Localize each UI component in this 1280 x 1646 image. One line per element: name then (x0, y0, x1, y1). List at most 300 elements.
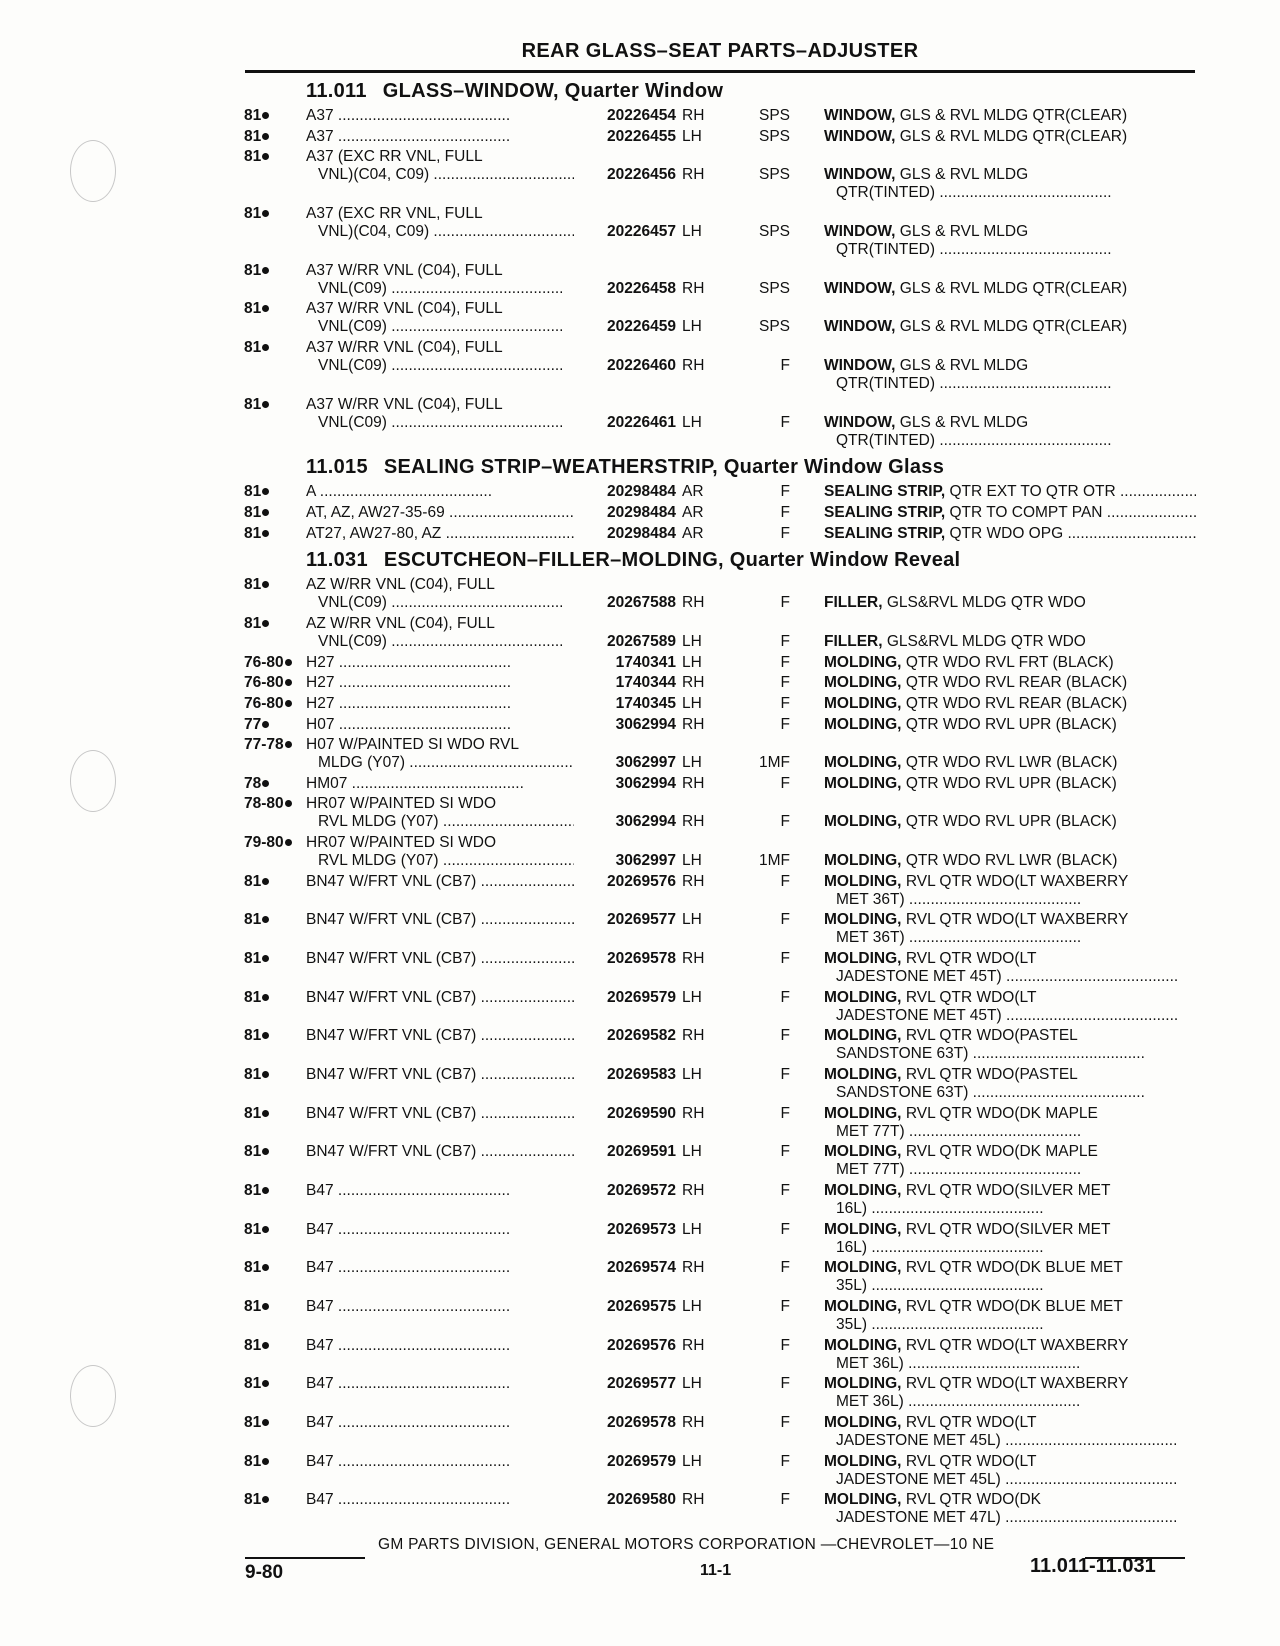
model-application (306, 396, 574, 432)
bullet-icon (262, 112, 269, 119)
source-code: F (780, 988, 790, 1006)
model-application (306, 615, 574, 651)
part-number: 20267588 (607, 594, 676, 612)
model-application (306, 1414, 574, 1432)
section-title (242, 452, 1200, 483)
part-row (242, 1414, 1200, 1453)
year-range: 81 (244, 1375, 306, 1393)
source-code: F (780, 1413, 790, 1431)
part-row (242, 576, 1200, 615)
description-line: GLS & RVL MLDG QTR(CLEAR) (899, 127, 1128, 145)
description-line: SANDSTONE 63T) ..... (824, 1084, 1196, 1102)
source-code: F (780, 813, 790, 831)
description (824, 633, 1196, 651)
side: LH (682, 1220, 702, 1238)
model-application (306, 107, 574, 125)
description-keyword: MOLDING, (824, 694, 902, 712)
part-number: 3062994 (615, 774, 676, 792)
bullet-icon (262, 509, 269, 516)
part-number: 20269573 (607, 1220, 676, 1238)
bullet-icon (262, 1264, 269, 1271)
bullet-icon (285, 679, 292, 686)
source-code: F (780, 1182, 790, 1200)
year-range: 78-80 (244, 795, 306, 813)
part-row (242, 1105, 1200, 1144)
part-number: 20269591 (607, 1143, 676, 1161)
description-line: RVL QTR WDO(DK (905, 1491, 1042, 1509)
bullet-icon (262, 267, 269, 274)
part-row (242, 525, 1200, 546)
description-keyword: MOLDING, (824, 1143, 902, 1161)
model-application (306, 504, 574, 522)
model-application (306, 1453, 574, 1471)
side: LH (682, 1375, 702, 1393)
year-range: 81 (244, 396, 306, 414)
description-keyword: MOLDING, (824, 1220, 902, 1238)
part-row (242, 654, 1200, 675)
part-number: 3062997 (615, 754, 676, 772)
description-line: GLS & RVL MLDG (899, 166, 1029, 184)
description-line: MET 77T) ..... (824, 1161, 1196, 1179)
description-keyword: MOLDING, (824, 774, 902, 792)
year-range: 81 (244, 950, 306, 968)
description (824, 754, 1196, 772)
source-code: F (780, 774, 790, 792)
side: LH (682, 1452, 702, 1470)
part-row (242, 396, 1200, 453)
year-range: 81 (244, 1143, 306, 1161)
side: LH (682, 632, 702, 650)
source-code: F (780, 524, 790, 542)
model-application (306, 674, 574, 692)
description-line: GLS & RVL MLDG QTR(CLEAR) (899, 318, 1128, 336)
model-line: A37 W/RR VNL (C04), FULL (306, 395, 503, 413)
side: RH (682, 1413, 705, 1431)
description-line: GLS & RVL MLDG QTR(CLEAR) (899, 107, 1128, 124)
year-range: 81 (244, 1491, 306, 1509)
description-line: QTR TO COMPT PAN (949, 503, 1103, 521)
model-application (306, 1105, 574, 1123)
source-code: F (780, 483, 790, 501)
section-heading: GLASS–WINDOW, (382, 80, 559, 102)
model-line: VNL)(C04, C09) ..... (306, 166, 574, 184)
description (824, 525, 1196, 543)
part-number: 20226461 (607, 413, 676, 431)
description-line: 16L) ..... (824, 1239, 1196, 1257)
model-application (306, 716, 574, 734)
part-row (242, 795, 1200, 834)
description-line: JADESTONE MET 45T) ..... (824, 968, 1196, 986)
source-code: F (780, 1027, 790, 1045)
description-keyword: SEALING STRIP, (824, 524, 946, 542)
description-keyword: MOLDING, (824, 950, 902, 968)
bullet-icon (262, 305, 269, 312)
year-range: 81 (244, 1221, 306, 1239)
model-application (306, 795, 574, 831)
section-number: 11.031 (306, 549, 368, 572)
part-number: 20269572 (607, 1182, 676, 1200)
model-line: B47 ..... (306, 1182, 574, 1200)
part-number: 20226457 (607, 222, 676, 240)
model-line: B47 ..... (306, 1375, 574, 1393)
part-row (242, 128, 1200, 149)
part-number: 3062997 (615, 852, 676, 870)
model-line: B47 ..... (306, 1491, 574, 1509)
side: RH (682, 1491, 705, 1509)
bullet-icon (262, 1380, 269, 1387)
year-range: 81 (244, 483, 306, 501)
description-line: 35L) ..... (824, 1277, 1196, 1295)
footer-date: 9-80 (245, 1562, 284, 1583)
year-range: 81 (244, 1105, 306, 1123)
part-number: 20269578 (607, 1413, 676, 1431)
source-code: F (780, 911, 790, 929)
model-application (306, 1182, 574, 1200)
model-application (306, 775, 574, 793)
description-line: JADESTONE MET 47L) ..... (824, 1509, 1196, 1527)
side: AR (682, 524, 704, 542)
description-line: RVL QTR WDO(SILVER MET (905, 1220, 1111, 1238)
model-line: BN47 W/FRT VNL (CB7) ..... (306, 1027, 574, 1045)
part-number: 20269578 (607, 950, 676, 968)
description-keyword: MOLDING, (824, 1336, 902, 1354)
model-application (306, 148, 574, 184)
source-code: SPS (758, 166, 790, 184)
punch-hole-mark (70, 1365, 116, 1427)
part-row (242, 1375, 1200, 1414)
model-line: VNL)(C04, C09) ..... (306, 223, 574, 241)
model-line: A37 W/RR VNL (C04), FULL (306, 338, 503, 356)
description-keyword: MOLDING, (824, 872, 902, 890)
part-number: 20226456 (607, 166, 676, 184)
description (824, 1027, 1196, 1063)
description-keyword: MOLDING, (824, 754, 902, 772)
year-range: 81 (244, 1259, 306, 1277)
year-range: 81 (244, 1066, 306, 1084)
bullet-icon (262, 153, 269, 160)
part-row (242, 1027, 1200, 1066)
description (824, 950, 1196, 986)
part-number: 20267589 (607, 632, 676, 650)
source-code: F (780, 872, 790, 890)
description-line: RVL QTR WDO(PASTEL (905, 1027, 1078, 1045)
part-row (242, 1259, 1200, 1298)
description-line: QTR EXT TO QTR OTR (949, 483, 1116, 501)
description-line: GLS & RVL MLDG QTR(CLEAR) (899, 279, 1128, 297)
bullet-icon (262, 133, 269, 140)
description (824, 911, 1196, 947)
model-application (306, 339, 574, 375)
model-application (306, 1491, 574, 1509)
part-number: 20226455 (607, 127, 676, 145)
description (824, 318, 1196, 336)
bullet-icon (262, 488, 269, 495)
description-keyword: WINDOW, (824, 318, 896, 336)
side: LH (682, 1066, 702, 1084)
model-line: HM07 ..... (306, 775, 574, 793)
part-row (242, 483, 1200, 504)
part-number: 3062994 (615, 813, 676, 831)
description-keyword: MOLDING, (824, 988, 902, 1006)
description-line: RVL QTR WDO(LT WAXBERRY (905, 911, 1129, 929)
year-range: 81 (244, 128, 306, 146)
model-line: HR07 W/PAINTED SI WDO (306, 834, 497, 852)
model-line: B47 ..... (306, 1337, 574, 1355)
year-range: 81 (244, 205, 306, 223)
part-number: 20269582 (607, 1027, 676, 1045)
description (824, 654, 1196, 672)
part-number: 20269577 (607, 1375, 676, 1393)
side: RH (682, 1027, 705, 1045)
side: RH (682, 1259, 705, 1277)
model-application (306, 262, 574, 298)
description (824, 1414, 1196, 1450)
side: RH (682, 715, 705, 733)
year-range: 76-80 (244, 674, 306, 692)
bullet-icon (285, 659, 292, 666)
description-keyword: MOLDING, (824, 1375, 902, 1393)
model-line: A37 (EXC RR VNL, FULL (306, 148, 483, 166)
description (824, 989, 1196, 1025)
part-row (242, 1066, 1200, 1105)
model-application (306, 1375, 574, 1393)
part-row (242, 504, 1200, 525)
part-row (242, 107, 1200, 128)
section-number: 11.015 (306, 456, 368, 479)
description-line: RVL QTR WDO(LT WAXBERRY (905, 1336, 1129, 1354)
model-application (306, 525, 574, 543)
model-line: VNL(C09) ..... (306, 357, 574, 375)
part-row (242, 911, 1200, 950)
year-range: 81 (244, 1298, 306, 1316)
model-line: H07 W/PAINTED SI WDO RVL (306, 736, 520, 754)
source-code: F (780, 950, 790, 968)
model-application (306, 576, 574, 612)
description (824, 1105, 1196, 1141)
description-line: RVL QTR WDO(LT WAXBERRY (905, 872, 1129, 890)
year-range: 81 (244, 339, 306, 357)
description (824, 1453, 1196, 1489)
side: AR (682, 483, 704, 501)
description-line: RVL QTR WDO(PASTEL (905, 1066, 1078, 1084)
description-keyword: MOLDING, (824, 1182, 902, 1200)
description (824, 674, 1196, 692)
description (824, 166, 1196, 202)
side: RH (682, 872, 705, 890)
part-row (242, 1337, 1200, 1376)
description-line: RVL QTR WDO(DK BLUE MET (905, 1259, 1123, 1277)
part-number: 20269574 (607, 1259, 676, 1277)
description-line: QTR WDO RVL LWR (BLACK) (905, 754, 1118, 772)
part-row (242, 695, 1200, 716)
description-line: GLS&RVL MLDG QTR WDO (886, 632, 1086, 650)
side: LH (682, 988, 702, 1006)
model-line: A37 ..... (306, 107, 574, 125)
part-row (242, 300, 1200, 339)
side: RH (682, 774, 705, 792)
description-line: JADESTONE MET 45L) ..... (824, 1471, 1196, 1489)
side: RH (682, 166, 705, 184)
year-range: 81 (244, 1182, 306, 1200)
model-line: RVL MLDG (Y07) ..... (306, 852, 574, 870)
description-line: QTR(TINTED) ..... (824, 432, 1196, 450)
part-number: 20226460 (607, 356, 676, 374)
part-number: 20269576 (607, 872, 676, 890)
year-range: 81 (244, 615, 306, 633)
part-number: 1740345 (615, 694, 676, 712)
description (824, 594, 1196, 612)
bullet-icon (262, 721, 269, 728)
description (824, 1337, 1196, 1373)
bullet-icon (262, 1458, 269, 1465)
year-range: 81 (244, 504, 306, 522)
source-code: F (780, 1066, 790, 1084)
description-line: RVL QTR WDO(DK BLUE MET (905, 1298, 1123, 1315)
description-keyword: FILLER, (824, 594, 883, 612)
description-keyword: MOLDING, (824, 1104, 902, 1122)
year-range: 78 (244, 775, 306, 793)
description-line: GLS & RVL MLDG (899, 222, 1029, 240)
description-line: 16L) ..... (824, 1200, 1196, 1218)
bullet-icon (262, 530, 269, 537)
description-keyword: MOLDING, (824, 1452, 902, 1470)
side: RH (682, 1336, 705, 1354)
bullet-icon (262, 780, 269, 787)
part-row (242, 205, 1200, 262)
model-application (306, 873, 574, 891)
model-application (306, 1259, 574, 1277)
year-range: 81 (244, 1027, 306, 1045)
description-keyword: WINDOW, (824, 279, 896, 297)
description-line: 35L) ..... (824, 1316, 1196, 1334)
description-line: QTR WDO OPG (949, 524, 1064, 542)
source-code: F (780, 715, 790, 733)
description (824, 775, 1196, 793)
model-application (306, 300, 574, 336)
model-application (306, 654, 574, 672)
description (824, 280, 1196, 298)
part-row (242, 775, 1200, 796)
side: RH (682, 1182, 705, 1200)
description (824, 852, 1196, 870)
bullet-icon (262, 878, 269, 885)
model-application (306, 205, 574, 241)
part-number: 20269583 (607, 1066, 676, 1084)
description-line: RVL QTR WDO(LT (905, 950, 1037, 968)
description (824, 1143, 1196, 1179)
model-line: RVL MLDG (Y07) ..... (306, 813, 574, 831)
description-line: QTR WDO RVL REAR (BLACK) (905, 674, 1128, 692)
model-line: AZ W/RR VNL (C04), FULL (306, 576, 495, 594)
part-row (242, 834, 1200, 873)
year-range: 77-78 (244, 736, 306, 754)
bullet-icon (262, 994, 269, 1001)
model-line: VNL(C09) ..... (306, 633, 574, 651)
year-range: 76-80 (244, 654, 306, 672)
side: RH (682, 1104, 705, 1122)
section-title (242, 545, 1200, 576)
model-application (306, 1066, 574, 1084)
footer-page-number: 11-1 (700, 1562, 732, 1579)
bullet-icon (262, 1303, 269, 1310)
year-range: 81 (244, 911, 306, 929)
description-keyword: SEALING STRIP, (824, 483, 946, 501)
description-line: RVL QTR WDO(LT (905, 988, 1037, 1006)
bullet-icon (262, 1419, 269, 1426)
model-line: BN47 W/FRT VNL (CB7) ..... (306, 873, 574, 891)
side: LH (682, 694, 702, 712)
description (824, 1375, 1196, 1411)
model-line: VNL(C09) ..... (306, 280, 574, 298)
description-keyword: MOLDING, (824, 852, 902, 870)
year-range: 81 (244, 300, 306, 318)
description-keyword: MOLDING, (824, 715, 902, 733)
part-row (242, 1298, 1200, 1337)
description-keyword: MOLDING, (824, 1259, 902, 1277)
description-line: QTR WDO RVL UPR (BLACK) (905, 813, 1117, 831)
part-row (242, 716, 1200, 737)
description-line: QTR WDO RVL REAR (BLACK) (905, 694, 1128, 712)
part-row (242, 950, 1200, 989)
model-line: AT, AZ, AW27-35-69 ..... (306, 504, 574, 522)
source-code: F (780, 1104, 790, 1122)
model-line: A37 (EXC RR VNL, FULL (306, 204, 483, 222)
model-application (306, 1221, 574, 1239)
description-keyword: MOLDING, (824, 1413, 902, 1431)
source-code: F (780, 1375, 790, 1393)
description-line: QTR WDO RVL UPR (BLACK) (905, 774, 1117, 792)
year-range: 81 (244, 1453, 306, 1471)
model-line: B47 ..... (306, 1259, 574, 1277)
part-row (242, 1453, 1200, 1492)
model-line: VNL(C09) ..... (306, 318, 574, 336)
source-code: 1MF (759, 852, 790, 870)
year-range: 81 (244, 1337, 306, 1355)
side: RH (682, 950, 705, 968)
source-code: 1MF (759, 754, 790, 772)
source-code: F (780, 1259, 790, 1277)
description-line: QTR(TINTED) ..... (824, 375, 1196, 393)
bullet-icon (262, 916, 269, 923)
footer-rule-left (245, 1557, 365, 1559)
description-line: RVL QTR WDO(DK MAPLE (905, 1143, 1098, 1161)
bullet-icon (262, 955, 269, 962)
description (824, 1259, 1196, 1295)
part-row (242, 1182, 1200, 1221)
bullet-icon (262, 1110, 269, 1117)
description-line: SANDSTONE 63T) ..... (824, 1045, 1196, 1063)
part-row (242, 736, 1200, 775)
source-code: F (780, 1336, 790, 1354)
description-line: RVL QTR WDO(LT (905, 1413, 1037, 1431)
description-keyword: MOLDING, (824, 1066, 902, 1084)
bullet-icon (262, 401, 269, 408)
part-row (242, 1221, 1200, 1260)
part-number: 20298484 (607, 524, 676, 542)
year-range: 81 (244, 873, 306, 891)
part-number: 1740344 (615, 674, 676, 692)
side: RH (682, 356, 705, 374)
bullet-icon (285, 700, 292, 707)
source-code: F (780, 503, 790, 521)
year-range: 77 (244, 716, 306, 734)
part-number: 20226459 (607, 318, 676, 336)
part-number: 3062994 (615, 715, 676, 733)
description (824, 1182, 1196, 1218)
source-code: F (780, 674, 790, 692)
model-line: BN47 W/FRT VNL (CB7) ..... (306, 1105, 574, 1123)
source-code: F (780, 413, 790, 431)
